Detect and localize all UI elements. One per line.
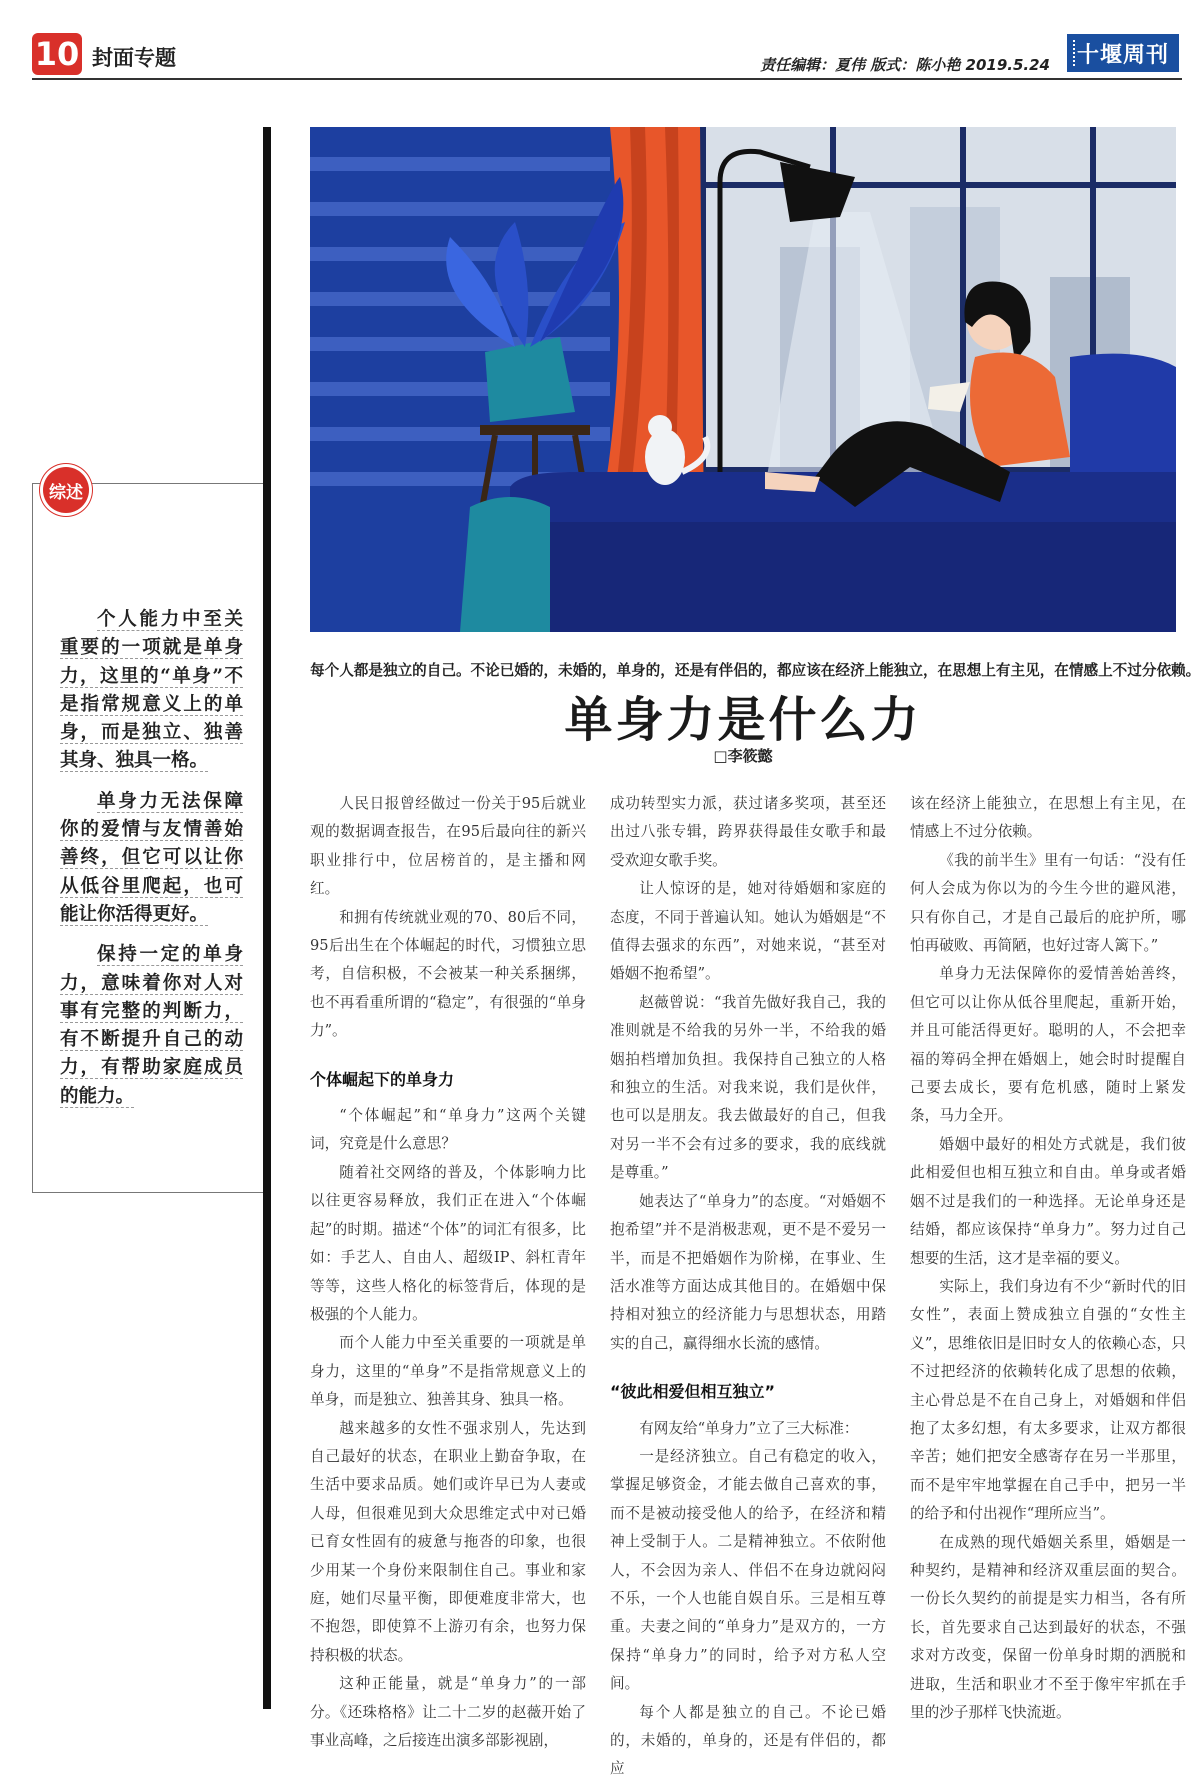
article-column-3: [910, 790, 1186, 1727]
paragraph: 她表达了“单身力”的态度。“对婚姻不抱希望”并不是消极悲观，更不是不爱另一半，而是不把婚姻作为阶梯，在事业、生活水准等方面达成其他目的。在婚姻中保持相对独立的经济能力与思想状态，用踏实的自己，赢得细水长流的感情。: [610, 1192, 886, 1352]
page-header: [0, 0, 1200, 80]
paragraph: 而个人能力中至关重要的一项就是单身力，这里的“单身”不是指常规意义上的单身，而是独立、独善其身、独具一格。: [310, 1334, 586, 1409]
paragraph: 人民日报曾经做过一份关于95后就业观的数据调查报告，在95后最向往的新兴职业排行中，位居榜首的，是主播和网红。: [310, 795, 586, 898]
masthead-text: 十堰周刊: [1076, 41, 1169, 68]
summary-paragraph: 个人能力中至关重要的一项就是单身力，这里的“单身”不是指常规意义上的单身，而是独立、独善其身、独具一格。: [60, 609, 243, 772]
paragraph: 和拥有传统就业观的70、80后不同，95后出生在个体崛起的时代，习惯独立思考，自信积极，不会被某一种关系捆绑，也不再看重所谓的“稳定”，有很强的“单身力”。: [310, 908, 586, 1040]
paragraph: 在成熟的现代婚姻关系里，婚姻是一种契约，是精神和经济双重层面的契合。一份长久契约的前提是实力相当，各有所长，首先要求自己达到最好的状态，不强求对方改变，保留一份单身时期的洒脱和进取，生活和职业才不至于像牢牢抓在手里的沙子那样飞快流逝。: [910, 1533, 1186, 1721]
paragraph: 《我的前半生》里有一句话：“没有任何人会成为你以为的今生今世的避风港，只有你自己，才是自己最后的庇护所，哪怕再破败、再简陋，也好过寄人篱下。”: [910, 851, 1186, 955]
cover-illustration: [310, 127, 1176, 632]
section-label: 封面专题: [92, 46, 176, 70]
paragraph: 婚姻中最好的相处方式就是，我们彼此相爱但也相互独立和自由。单身或者婚姻不过是我们的一种选择。无论单身还是结婚，都应该保持“单身力”。努力过自己想要的生活，这才是幸福的要义。: [910, 1135, 1186, 1267]
editor-credit: 责任编辑：夏伟 版式：陈小艳 2019.5.24: [760, 56, 1050, 74]
article-author: □李筱懿: [713, 747, 773, 765]
article-column-1: [310, 790, 586, 1755]
paragraph: 随着社交网络的普及，个体影响力比以往更容易释放，我们正在进入“个体崛起”的时期。描述“个体”的词汇有很多，比如：手艺人、自由人、超级IP、斜杠青年等等，这些人格化的标签背后，体现的是极强的个人能力。: [310, 1163, 586, 1323]
summary-text: [60, 606, 243, 1123]
paragraph: 该在经济上能独立，在思想上有主见，在情感上不过分依赖。: [910, 795, 1186, 841]
paragraph: 成功转型实力派，获过诸多奖项，甚至还出过八张专辑，跨界获得最佳女歌手和最受欢迎女歌手奖。: [610, 795, 886, 869]
paragraph: 这种正能量，就是“单身力”的一部分。《还珠格格》让二十二岁的赵薇开始了事业高峰，之后接连出演多部影视剧，: [310, 1675, 586, 1749]
summary-paragraph: 保持一定的单身力，意味着你对人对事有完整的判断力，有不断提升自己的动力，有帮助家庭成员的能力。: [60, 944, 243, 1107]
article-column-2: [610, 790, 886, 1784]
paragraph: 越来越多的女性不强求别人，先达到自己最好的状态，在职业上勤奋争取，在生活中要求品质。她们或许早已为人妻或人母，但很难见到大众思维定式中对已婚已育女性固有的疲惫与拖沓的印象，也很少用某一个身份来限制住自己。事业和家庭，她们尽量平衡，即便难度非常大，也不抱怨，即使算不上游刃有余，也努力保持积极的状态。: [310, 1419, 586, 1664]
header-divider: [32, 78, 1182, 80]
paragraph: “个体崛起”和“单身力”这两个关键词，究竟是什么意思？: [310, 1107, 586, 1153]
subheading: 个体崛起下的单身力: [310, 1069, 455, 1089]
page-number: 10: [32, 33, 82, 75]
paragraph: 赵薇曾说：“我首先做好我自己，我的准则就是不给我的另外一半，不给我的婚姻拍档增加负担。我保持自己独立的人格和独立的生活。对我来说，我们是伙伴，也可以是朋友。我去做最好的自己，但我对另一半不会有过多的要求，我的底线就是尊重。”: [610, 993, 886, 1182]
subheading: “彼此相爱但相互独立”: [610, 1382, 776, 1402]
masthead-logo: [1067, 34, 1179, 72]
paragraph: 实际上，我们身边有不少“新时代的旧女性”，表面上赞成独立自强的“女性主义”，思维依旧是旧时女人的依赖心态，只不过把经济的依赖转化成了思想的依赖，主心骨总是不在自己身上，对婚姻和伴侣抱了太多幻想，有太多要求，让双方都很辛苦；她们把安全感寄存在另一半那里，而不是牢牢地掌握在自己手中，把另一半的给予和付出视作“理所应当”。: [910, 1277, 1186, 1523]
paragraph: 让人惊讶的是，她对待婚姻和家庭的态度，不同于普遍认知。她认为婚姻是“不值得去强求的东西”，对她来说，“甚至对婚姻不抱希望”。: [610, 880, 886, 983]
summary-tag: 综述: [43, 467, 89, 513]
vertical-rule: [263, 127, 271, 1709]
paragraph: 有网友给“单身力”立了三大标准：: [639, 1419, 859, 1437]
illustration-caption: 每个人都是独立的自己。不论已婚的，未婚的，单身的，还是有伴侣的，都应该在经济上能独立，在思想上有主见，在情感上不过分依赖。: [310, 662, 1200, 679]
illustration-woman-reading: [310, 127, 1176, 632]
summary-paragraph: 单身力无法保障你的爱情与友情善始善终，但它可以让你从低谷里爬起，也可能让你活得更好。: [60, 790, 243, 925]
paragraph: 一是经济独立。自己有稳定的收入，掌握足够资金，才能去做自己喜欢的事，而不是被动接受他人的给予，在经济和精神上受制于人。二是精神独立。不依附他人，不会因为亲人、伴侣不在身边就闷闷不乐，一个人也能自娱自乐。三是相互尊重。夫妻之间的“单身力”是双方的，一方保持“单身力”的同时，给予对方私人空间。: [610, 1447, 886, 1693]
paragraph: 每个人都是独立的自己。不论已婚的，未婚的，单身的，还是有伴侣的，都应: [610, 1703, 886, 1778]
paragraph: 单身力无法保障你的爱情善始善终，但它可以让你从低谷里爬起，重新开始，并且可能活得更好。聪明的人，不会把幸福的筹码全押在婚姻上，她会时时提醒自己要去成长，要有危机感，随时上紧发条，马力全开。: [910, 965, 1186, 1125]
article-title: 单身力是什么力: [564, 692, 922, 748]
